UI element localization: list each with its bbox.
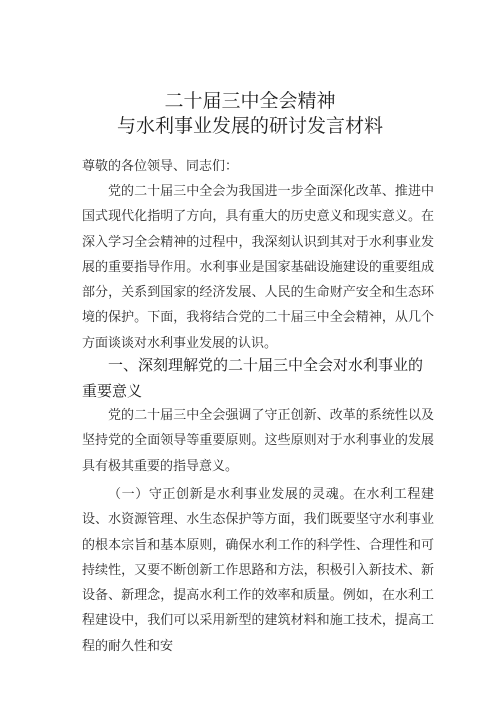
intro-paragraph: 党的二十届三中全会为我国进一步全面深化改革、推进中国式现代化指明了方向，具有重大的历史意义和现实意义。在深入学习全会精神的过程中，我深刻认识到其对于水利事业发展的重要指导作用。水利事业是国家基础设施建设的重要组成部分，关系到国家的经济发展、人民的生命财产安全和生态环境的保护。下面，我将结合党的二十届三中全会精神，从几个方面谈谈对水利事业发展的认识。	[82, 184, 434, 351]
section-heading: 一、深刻理解党的二十届三中全会对水利事业的重要意义	[82, 356, 424, 400]
document-title-line-2: 与水利事业发展的研讨发言材料	[116, 115, 383, 137]
section-paragraph: 党的二十届三中全会强调了守正创新、改革的系统性以及坚持党的全面领导等重要原则。这些原则对于水利事业的发展具有极其重要的指导意义。	[82, 408, 434, 474]
subsection-paragraph: （一）守正创新是水利事业发展的灵魂。在水利工程建设、水资源管理、水生态保护等方面，我们既要坚守水利事业的根本宗旨和基本原则，确保水利工作的科学性、合理性和可持续性，又要不断创新工作思路和方法，积极引入新技术、新设备、新理念，提高水利工作的效率和质量。例如，在水利工程建设中，我们可以采用新型的建筑材料和施工技术，提高工程的耐久性和安	[82, 487, 434, 654]
greeting: 尊敬的各位领导、同志们：	[82, 159, 239, 174]
document-title-line-1: 二十届三中全会精神	[164, 90, 336, 112]
